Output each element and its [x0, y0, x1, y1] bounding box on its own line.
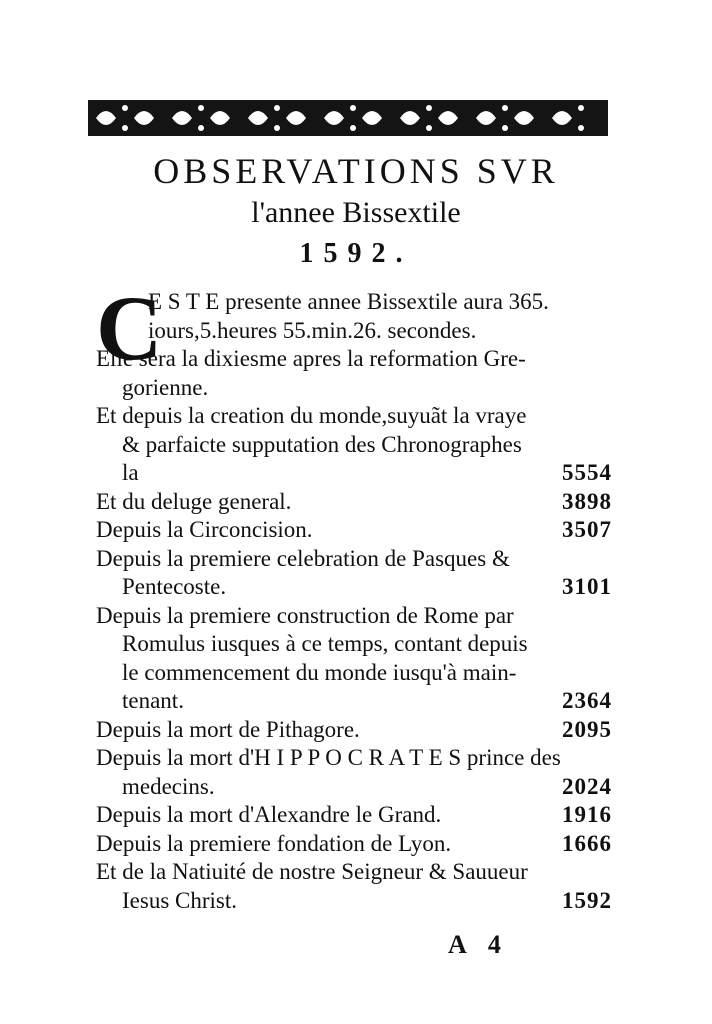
line-text: la	[122, 460, 139, 485]
line-text: Depuis la mort de Pithagore.	[96, 716, 360, 742]
line-text: Depuis la mort d'Alexandre le Grand.	[96, 802, 442, 827]
line-number: 2095	[562, 716, 612, 742]
line-text: Depuis la mort d'H I P P O C R A T E S prince des	[96, 745, 561, 770]
text-line	[96, 858, 612, 887]
text-line	[96, 459, 612, 488]
text-line	[96, 573, 612, 602]
line-text: E S T E presente annee Bissextile aura 365.	[148, 289, 549, 314]
text-line	[96, 801, 612, 830]
page-signature: A 4	[448, 930, 509, 959]
text-line	[96, 402, 612, 431]
text-line	[96, 887, 612, 916]
text-line	[96, 374, 612, 403]
line-number: 3101	[562, 574, 612, 599]
text-line	[96, 516, 612, 545]
line-text: Pentecoste.	[122, 574, 227, 599]
page-title: OBSERVATIONS SVR	[153, 151, 559, 191]
line-number: 5554	[562, 460, 612, 485]
line-text: Depuis la premiere celebration de Pasques &	[96, 545, 510, 571]
drop-capital: C	[96, 277, 163, 379]
text-line	[96, 317, 612, 346]
text-line	[96, 687, 612, 716]
year-heading: 1592.	[299, 238, 413, 269]
text-line	[96, 431, 612, 460]
line-text: Depuis la premiere construction de Rome par	[96, 602, 514, 628]
line-number: 1666	[562, 830, 612, 856]
line-number: 3898	[562, 488, 612, 514]
text-line	[96, 659, 612, 688]
line-text: Depuis la premiere fondation de Lyon.	[96, 830, 452, 856]
line-text: Et depuis la creation du monde,suyuãt la vraye	[96, 403, 527, 428]
line-number: 1916	[562, 802, 612, 827]
page-subtitle: l'annee Bissextile	[251, 196, 461, 229]
line-text: Et de la Natiuité de nostre Seigneur & Sauueur	[96, 859, 528, 884]
text-line	[96, 602, 612, 631]
text-line	[96, 630, 612, 659]
line-text: iours,5.heures 55.min.26. secondes.	[148, 317, 477, 343]
line-text: Romulus iusques à ce temps, contant depuis	[122, 631, 528, 656]
text-line	[96, 288, 612, 317]
line-number: 1592	[562, 887, 612, 913]
line-text: tenant.	[122, 688, 184, 713]
line-text: Iesus Christ.	[122, 887, 237, 913]
text-line	[96, 716, 612, 745]
text-line	[96, 345, 612, 374]
line-text: le commencement du monde iusqu'à main-	[122, 659, 517, 685]
line-text: Elle sera la dixiesme apres la reformation Gre-	[96, 346, 526, 371]
text-line	[96, 830, 612, 859]
line-number: 2024	[562, 773, 612, 799]
line-text: Depuis la Circoncision.	[96, 517, 313, 542]
text-line	[96, 773, 612, 802]
text-line	[96, 744, 612, 773]
line-text: & parfaicte supputation des Chronographes	[122, 431, 522, 457]
text-body	[96, 277, 612, 915]
ornament-icon	[88, 96, 612, 140]
decorative-header-band	[88, 96, 612, 140]
line-number: 2364	[562, 688, 612, 713]
text-line	[96, 545, 612, 574]
text-line	[96, 488, 612, 517]
line-text: Et du deluge general.	[96, 488, 292, 514]
line-number: 3507	[562, 517, 612, 542]
line-text: medecins.	[122, 773, 215, 799]
line-text: gorienne.	[122, 374, 209, 400]
